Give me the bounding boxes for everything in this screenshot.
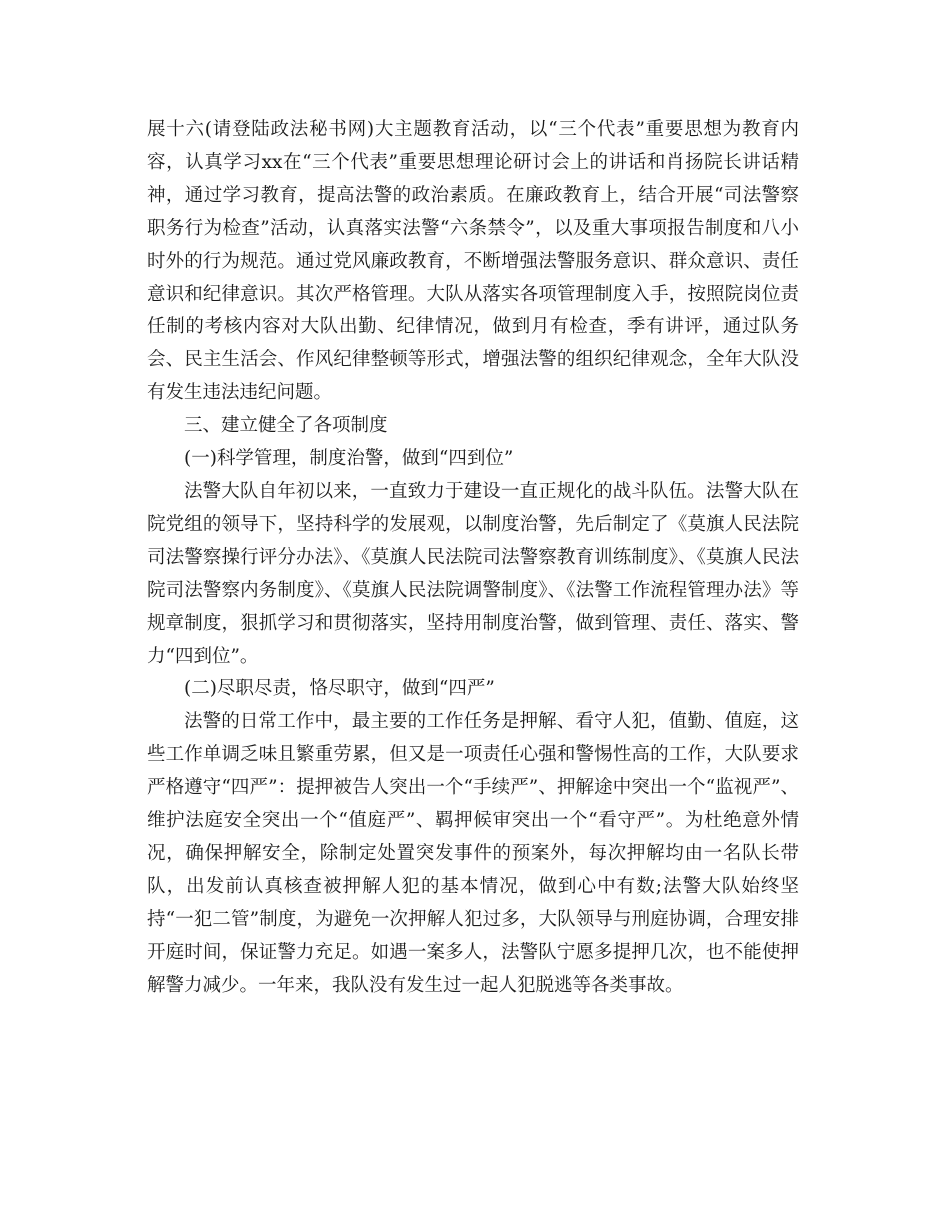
section-heading: 三、建立健全了各项制度 bbox=[184, 415, 388, 437]
body-paragraph: 法警大队自年初以来，一直致力于建设一直正规化的战斗队伍。法警大队在院党组的领导下，坚持科学的发展观，以制度治警，先后制定了《莫旗人民法院司法警察操行评分办法》、《莫旗人民法院司法警察教育训练制度》、《莫旗人民法院司法警察内务制度》、《莫旗人民法院调警制度》、《法警工作流程管理办法》等规章制度，狠抓学习和贯彻落实，坚持用制度治警，做到管理、责任、落实、警力“四到位”。 bbox=[147, 480, 799, 667]
body-paragraph: 展十六(请登陆政法秘书网)大主题教育活动，以“三个代表”重要思想为教育内容，认真学习xx在“三个代表”重要思想理论研讨会上的讲话和肖扬院长讲话精神，通过学习教育，提高法警的政治素质。在廉政教育上，结合开展“司法警察职务行为检查”活动，认真落实法警“六条禁令”，以及重大事项报告制度和八小时外的行为规范。通过党风廉政教育，不断增强法警服务意识、群众意识、责任意识和纪律意识。其次严格管理。大队从落实各项管理制度入手，按照院岗位责任制的考核内容对大队出勤、纪律情况，做到月有检查，季有讲评，通过队务会、民主生活会、作风纪律整顿等形式，增强法警的组织纪律观念，全年大队没有发生违法违纪问题。 bbox=[147, 119, 799, 404]
subsection-heading: (一)科学管理，制度治警，做到“四到位” bbox=[184, 448, 514, 470]
body-paragraph: 法警的日常工作中，最主要的工作任务是押解、看守人犯，值勤、值庭，这些工作单调乏味且繁重劳累，但又是一项责任心强和警惕性高的工作，大队要求严格遵守“四严”：提押被告人突出一个“手续严”、押解途中突出一个“监视严”、维护法庭安全突出一个“值庭严”、羁押候审突出一个“看守严”。为杜绝意外情况，确保押解安全，除制定处置突发事件的预案外，每次押解均由一名队长带队，出发前认真核查被押解人犯的基本情况，做到心中有数;法警大队始终坚持“一犯二管”制度，为避免一次押解人犯过多，大队领导与刑庭协调，合理安排开庭时间，保证警力充足。如遇一案多人，法警队宁愿多提押几次，也不能使押解警力减少。一年来，我队没有发生过一起人犯脱逃等各类事故。 bbox=[147, 711, 799, 996]
subsection-heading: (二)尽职尽责，恪尽职守，做到“四严” bbox=[184, 678, 495, 700]
document-body bbox=[147, 114, 799, 1002]
